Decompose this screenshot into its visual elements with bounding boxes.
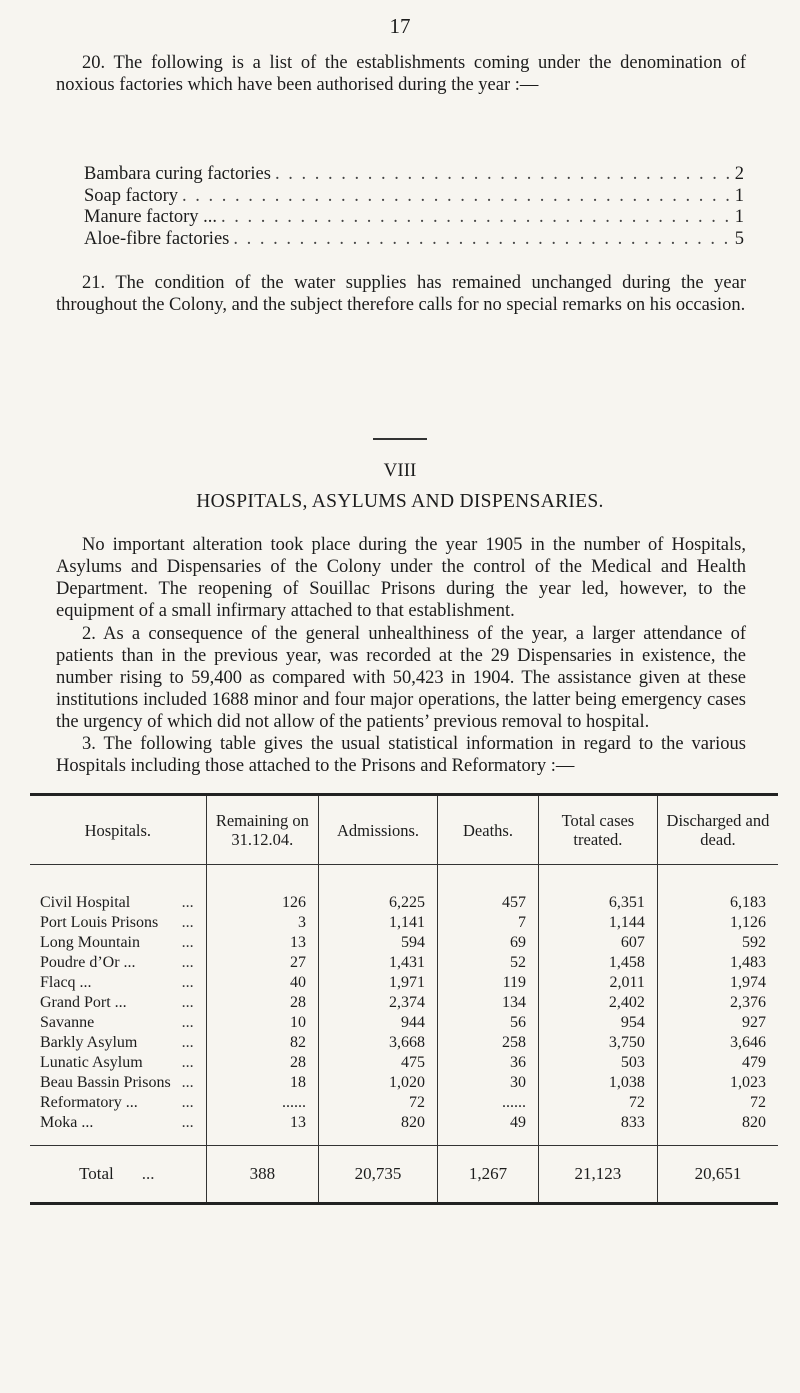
noxious-factories-list xyxy=(84,164,744,250)
cell-admissions: 1,431 xyxy=(319,953,438,973)
section-title: HOSPITALS, ASYLUMS AND DISPENSARIES. xyxy=(196,491,604,512)
cell-total: 1,038 xyxy=(538,1073,657,1093)
cell-discharged: 1,974 xyxy=(657,973,778,993)
list-item-label: Aloe-fibre factories xyxy=(84,228,230,249)
cell-total: 954 xyxy=(538,1013,657,1033)
cell-discharged: 1,126 xyxy=(657,913,778,933)
total-deaths: 1,267 xyxy=(438,1146,539,1204)
table-row xyxy=(30,973,778,993)
cell-admissions: 594 xyxy=(319,933,438,953)
cell-total: 6,351 xyxy=(538,865,657,914)
hospital-name: Port Louis Prisons ... xyxy=(40,914,194,931)
total-admissions: 20,735 xyxy=(319,1146,438,1204)
cell-discharged: 820 xyxy=(657,1113,778,1146)
cell-total: 1,458 xyxy=(538,953,657,973)
cell-admissions: 820 xyxy=(319,1113,438,1146)
hospital-name: Flacq ... ... xyxy=(40,974,194,991)
list-item xyxy=(84,164,744,186)
cell-deaths: 119 xyxy=(438,973,539,993)
cell-total: 72 xyxy=(538,1093,657,1113)
total-discharged: 20,651 xyxy=(657,1146,778,1204)
cell-discharged: 1,023 xyxy=(657,1073,778,1093)
cell-admissions: 1,020 xyxy=(319,1073,438,1093)
cell-discharged: 479 xyxy=(657,1053,778,1073)
cell-discharged: 3,646 xyxy=(657,1033,778,1053)
cell-total: 3,750 xyxy=(538,1033,657,1053)
cell-admissions: 475 xyxy=(319,1053,438,1073)
cell-remaining: 82 xyxy=(206,1033,318,1053)
cell-deaths: 30 xyxy=(438,1073,539,1093)
cell-admissions: 3,668 xyxy=(319,1033,438,1053)
hospital-name: Savanne ... xyxy=(40,1014,194,1031)
cell-deaths: 457 xyxy=(438,865,539,914)
hospital-name: Civil Hospital ... xyxy=(40,894,194,911)
cell-discharged: 592 xyxy=(657,933,778,953)
hospital-name: Beau Bassin Prisons ... xyxy=(40,1074,194,1091)
column-header-admissions: Admissions. xyxy=(319,795,438,865)
total-remaining: 388 xyxy=(206,1146,318,1204)
cell-remaining: ...... xyxy=(206,1093,318,1113)
cell-deaths: 49 xyxy=(438,1113,539,1146)
cell-remaining: 27 xyxy=(206,953,318,973)
cell-deaths: ...... xyxy=(438,1093,539,1113)
hospital-name: Long Mountain ... xyxy=(40,934,194,951)
table-row xyxy=(30,1053,778,1073)
cell-total: 833 xyxy=(538,1113,657,1146)
section-paragraph-1: No important alteration took place during the year 1905 in the number of Hospitals, Asylums and Dispensaries of the Colony under the control of the Medical and Health Department. The reopening of Souillac Prisons during the year led, however, to the equipment of a small infirmary attached to that establishment. xyxy=(56,535,746,621)
list-item-count: 2 xyxy=(734,164,744,184)
cell-admissions: 944 xyxy=(319,1013,438,1033)
column-header-hospitals: Hospitals. xyxy=(30,795,206,865)
table-row xyxy=(30,865,778,914)
cell-deaths: 134 xyxy=(438,993,539,1013)
cell-total: 607 xyxy=(538,933,657,953)
cell-remaining: 13 xyxy=(206,933,318,953)
cell-remaining: 28 xyxy=(206,1053,318,1073)
cell-admissions: 6,225 xyxy=(319,865,438,914)
cell-remaining: 3 xyxy=(206,913,318,933)
column-header-remaining: Remaining on 31.12.04. xyxy=(206,795,318,865)
table-header-row xyxy=(30,795,778,865)
table-row xyxy=(30,913,778,933)
cell-remaining: 40 xyxy=(206,973,318,993)
table-row xyxy=(30,1033,778,1053)
hospital-name: Reformatory ... ... xyxy=(40,1094,194,1111)
cell-discharged: 927 xyxy=(657,1013,778,1033)
hospital-name: Grand Port ... ... xyxy=(40,994,194,1011)
item-20-text: 20. The following is a list of the establishments coming under the denomination of noxious factories which have been authorised during the year :— xyxy=(56,53,746,95)
table-row xyxy=(30,993,778,1013)
column-header-total-cases: Total cases treated. xyxy=(538,795,657,865)
column-header-discharged: Discharged and dead. xyxy=(657,795,778,865)
section-number: VIII xyxy=(383,460,417,481)
item-21-text: 21. The condition of the water supplies has remained unchanged during the year throughout the Colony, and the subject therefore calls for no special remarks on his occasion. xyxy=(56,273,746,315)
column-header-deaths: Deaths. xyxy=(438,795,539,865)
cell-discharged: 72 xyxy=(657,1093,778,1113)
cell-remaining: 10 xyxy=(206,1013,318,1033)
list-item-count: 1 xyxy=(734,185,744,206)
cell-deaths: 56 xyxy=(438,1013,539,1033)
section-paragraph-2: 2. As a consequence of the general unhealthiness of the year, a larger attendance of patients than in the previous year, was recorded at the 29 Dispensaries in existence, the number rising to 59,400 as compared with 50,423 in 1904. The assistance given at these institutions included 1688 minor and four major operations, the latter being emergency cases the urgency of which did not allow of the patients’ previous removal to hospital. xyxy=(56,624,746,732)
cell-admissions: 72 xyxy=(319,1093,438,1113)
cell-deaths: 258 xyxy=(438,1033,539,1053)
cell-deaths: 36 xyxy=(438,1053,539,1073)
cell-remaining: 28 xyxy=(206,993,318,1013)
table-row xyxy=(30,933,778,953)
cell-total: 503 xyxy=(538,1053,657,1073)
list-item xyxy=(84,229,744,251)
cell-discharged: 6,183 xyxy=(657,865,778,914)
table-row xyxy=(30,953,778,973)
cell-admissions: 1,971 xyxy=(319,973,438,993)
total-label: Total ... xyxy=(30,1146,206,1204)
page-number: 17 xyxy=(389,14,411,38)
cell-remaining: 18 xyxy=(206,1073,318,1093)
list-item xyxy=(84,207,744,229)
hospital-name: Moka ... ... xyxy=(40,1114,194,1131)
cell-admissions: 1,141 xyxy=(319,913,438,933)
table-row xyxy=(30,1013,778,1033)
list-item-label: Soap factory xyxy=(84,185,179,206)
list-item-label: Bambara curing factories xyxy=(84,164,271,184)
cell-total: 2,402 xyxy=(538,993,657,1013)
cell-remaining: 13 xyxy=(206,1113,318,1146)
list-item-count: 5 xyxy=(734,228,744,249)
cell-remaining: 126 xyxy=(206,865,318,914)
cell-discharged: 2,376 xyxy=(657,993,778,1013)
cell-admissions: 2,374 xyxy=(319,993,438,1013)
hospital-name: Poudre d’Or ... ... xyxy=(40,954,194,971)
cell-deaths: 7 xyxy=(438,913,539,933)
table-row xyxy=(30,1113,778,1146)
cell-deaths: 52 xyxy=(438,953,539,973)
table-row xyxy=(30,1073,778,1093)
cell-discharged: 1,483 xyxy=(657,953,778,973)
hospital-name: Barkly Asylum ... xyxy=(40,1034,194,1051)
table-total-row xyxy=(30,1146,778,1204)
total-total: 21,123 xyxy=(538,1146,657,1204)
list-item xyxy=(84,186,744,208)
list-item-count: 1 xyxy=(734,207,744,227)
hospital-name: Lunatic Asylum ... xyxy=(40,1054,194,1071)
section-paragraph-3: 3. The following table gives the usual statistical information in regard to the various Hospitals including those attached to the Prisons and Reformatory :— xyxy=(56,734,746,776)
table-row xyxy=(30,1093,778,1113)
list-item-label: Manure factory ... xyxy=(84,207,218,227)
section-divider xyxy=(373,438,427,440)
hospital-statistics-table xyxy=(30,793,778,1205)
cell-total: 2,011 xyxy=(538,973,657,993)
cell-total: 1,144 xyxy=(538,913,657,933)
cell-deaths: 69 xyxy=(438,933,539,953)
